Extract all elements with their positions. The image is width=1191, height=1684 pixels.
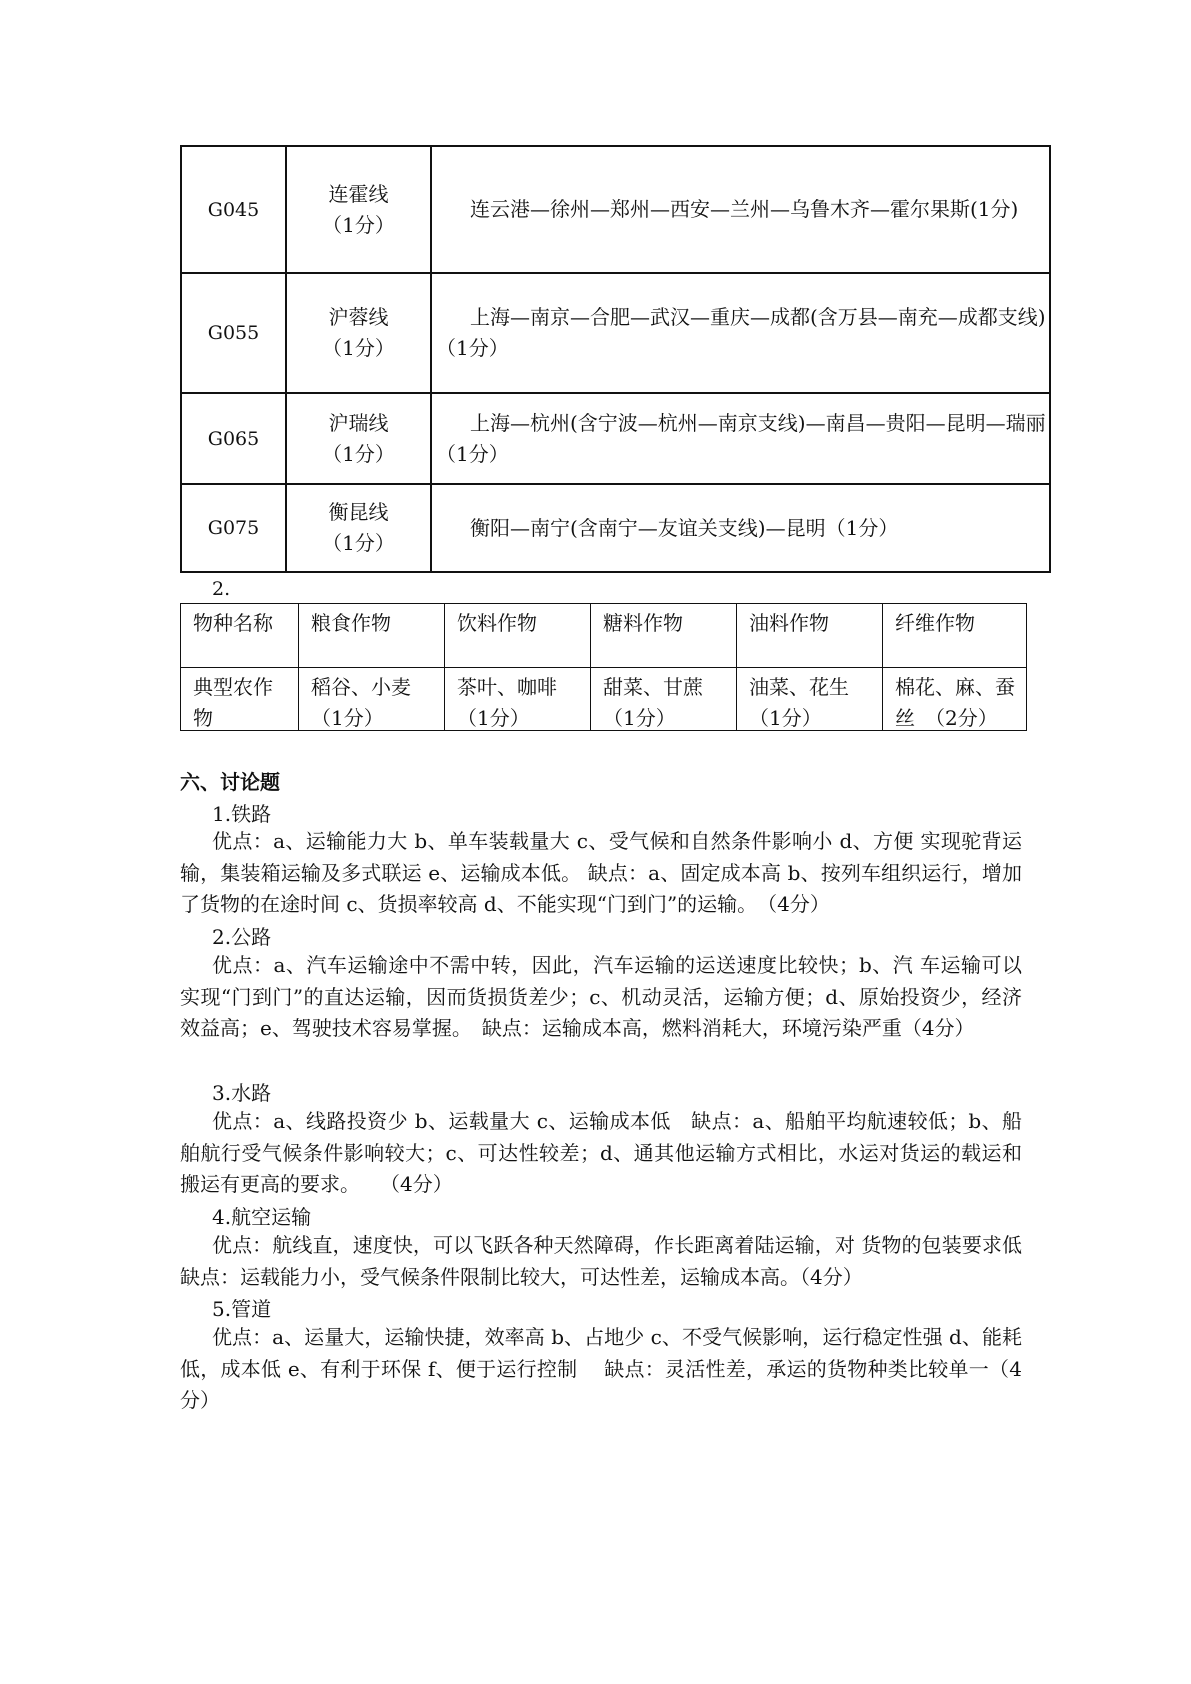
topic-text: 优点：a、运量大，运输快捷，效率高 b、占地少 c、不受气候影响，运行稳定性强 d、能耗低，成本低 e、有利于环保 f、便于运行控制 缺点：灵活性差，承运的货物种类比较单一（4分）	[180, 1325, 1022, 1412]
table-cell: 茶叶、咖啡（1分）	[445, 668, 591, 730]
topic-text: 优点：航线直，速度快，可以飞跃各种天然障碍，作长距离着陆运输，对 货物的包装要求低 缺点：运载能力小，受气候条件限制比较大，可达性差，运输成本高。（4分）	[180, 1233, 1049, 1289]
table-cell: 甜菜、甘蔗（1分）	[591, 668, 737, 730]
table-row	[182, 147, 1049, 274]
route-path: 连云港—徐州—郑州—西安—兰州—乌鲁木齐—霍尔果斯(1分)	[470, 197, 1019, 221]
table-header-cell: 纤维作物	[883, 604, 1026, 668]
table-header-cell: 油料作物	[737, 604, 883, 668]
topic-title: 1.铁路	[212, 802, 272, 826]
route-name-cell	[287, 485, 432, 571]
section-title: 六、讨论题	[180, 770, 280, 794]
topic-text: 优点：a、线路投资少 b、运载量大 c、运输成本低 缺点：a、船舶平均航速较低；b、船舶航行受气候条件影响较大；c、可达性较差；d、通其他运输方式相比，水运对货运的载运和搬运有更高的要求。 （4分）	[180, 1109, 1022, 1196]
crops-table	[180, 603, 1027, 731]
table-row	[182, 394, 1049, 485]
table-row	[182, 485, 1049, 571]
route-name: 沪瑞线	[328, 410, 389, 435]
table-header-cell: 粮食作物	[299, 604, 445, 668]
route-score: （1分）	[322, 441, 395, 466]
route-code: G055	[182, 274, 287, 392]
topic-title: 2.公路	[212, 925, 272, 949]
table-cell: 油菜、花生（1分）	[737, 668, 883, 730]
route-name-cell	[287, 147, 432, 272]
topic-title: 5.管道	[212, 1297, 272, 1321]
route-code: G075	[182, 485, 287, 571]
route-name: 衡昆线	[328, 500, 389, 524]
route-name-cell	[287, 394, 432, 483]
highway-routes-table	[180, 145, 1051, 573]
topic-text: 优点：a、汽车运输途中不需中转，因此，汽车运输的运送速度比较快；b、汽 车运输可以实现“门到门”的直达运输，因而货损货差少；c、机动灵活，运输方便；d、原始投资少，经济效益高；e、驾驶技术容易掌握。 缺点：运输成本高，燃料消耗大，环境污染严重（4分）	[180, 953, 1022, 1040]
route-score: （1分）	[322, 336, 395, 360]
route-code: G065	[182, 394, 287, 483]
topic-title: 3.水路	[212, 1081, 272, 1105]
route-name: 连霍线	[328, 181, 389, 206]
topic-title: 4.航空运输	[212, 1205, 312, 1229]
route-code: G045	[182, 147, 287, 272]
table-cell: 棉花、麻、蚕丝 （2分）	[895, 675, 1015, 730]
route-score: （1分）	[322, 212, 395, 237]
table-row	[182, 274, 1049, 394]
route-score: （1分）	[322, 531, 395, 555]
route-path: 上海—南京—合肥—武汉—重庆—成都(含万县—南充—成都支线) （1分）	[436, 305, 1046, 360]
route-path: 上海—杭州(含宁波—杭州—南京支线)—南昌—贵阳—昆明—瑞丽（1分）	[436, 410, 1046, 466]
table-header-cell: 物种名称	[181, 604, 299, 668]
table-cell: 典型农作物	[181, 668, 299, 730]
route-name: 沪蓉线	[328, 305, 389, 329]
table-cell: 稻谷、小麦（1分）	[299, 668, 445, 730]
route-path: 衡阳—南宁(含南宁—友谊关支线)—昆明（1分）	[470, 515, 899, 540]
route-name-cell	[287, 274, 432, 392]
topic-text: 优点：a、运输能力大 b、单车装载量大 c、受气候和自然条件影响小 d、方便 实现驼背运输，集装箱运输及多式联运 e、运输成本低。 缺点：a、固定成本高 b、按列车组织运行，增加了货物的在途时间 c、货损率较高 d、不能实现“门到门”的运输。 （4分）	[180, 829, 1022, 916]
table-header-cell: 糖料作物	[591, 604, 737, 668]
item-number: 2.	[212, 578, 231, 600]
table-header-cell: 饮料作物	[445, 604, 591, 668]
